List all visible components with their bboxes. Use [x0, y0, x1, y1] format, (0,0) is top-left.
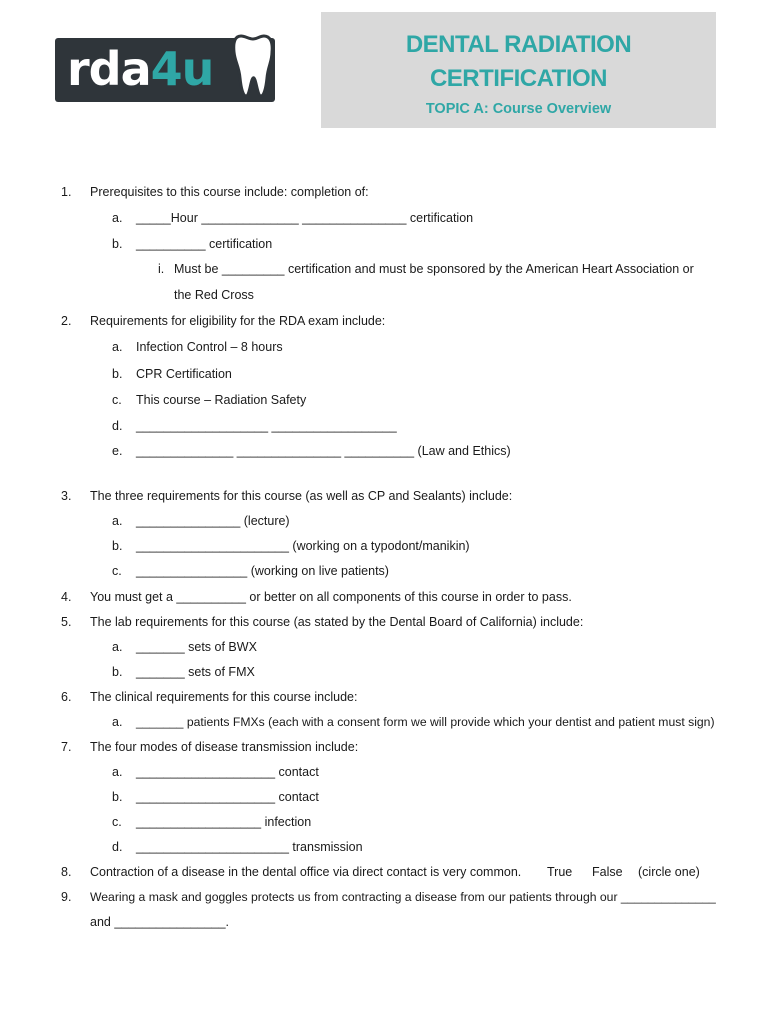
item-letter: a.	[112, 640, 123, 654]
question-2e-text: ______________ _______________ __________ (Law and Ethics)	[136, 444, 511, 458]
item-letter: a.	[112, 211, 123, 225]
question-2-text: Requirements for eligibility for the RDA exam include:	[90, 314, 386, 328]
item-letter: b.	[112, 237, 123, 251]
item-letter: a.	[112, 715, 123, 729]
item-letter: a.	[112, 765, 123, 779]
question-3c-text: ________________ (working on live patients)	[136, 564, 389, 578]
logo-text-prefix: rda	[67, 42, 151, 96]
question-7c-text: __________________ infection	[136, 815, 312, 829]
question-9-text: Wearing a mask and goggles protects us from contracting a disease from our patients through our ______________	[90, 890, 716, 904]
page-subtitle: TOPIC A: Course Overview	[425, 101, 612, 117]
item-letter: d.	[112, 419, 123, 433]
question-5b-text: _______ sets of FMX	[136, 665, 255, 679]
item-letter: b.	[112, 539, 123, 553]
item-roman: i.	[158, 262, 165, 276]
item-letter: c.	[112, 564, 122, 578]
title-line-1: DENTAL RADIATION	[405, 31, 632, 58]
item-letter: a.	[112, 514, 123, 528]
question-3b-text: ______________________ (working on a typodont/manikin)	[136, 539, 470, 553]
question-4-text: You must get a __________ or better on all components of this course in order to pass.	[90, 590, 572, 604]
question-1bi-continued: the Red Cross	[174, 288, 254, 302]
question-7-text: The four modes of disease transmission include:	[90, 740, 359, 754]
question-2b-text: CPR Certification	[136, 367, 232, 381]
item-letter: d.	[112, 840, 123, 854]
question-2a-text: Infection Control – 8 hours	[136, 340, 283, 354]
question-3a-text: _______________ (lecture)	[136, 514, 290, 528]
question-7d-text: ______________________ transmission	[136, 840, 363, 854]
rda4u-logo	[55, 30, 275, 103]
item-letter: c.	[112, 815, 122, 829]
item-number: 6.	[61, 690, 72, 704]
question-8-text: Contraction of a disease in the dental office via direct contact is very common.	[90, 865, 522, 879]
item-number: 7.	[61, 740, 72, 754]
page-title	[321, 28, 716, 96]
question-5-text: The lab requirements for this course (as stated by the Dental Board of California) include:	[90, 615, 584, 629]
question-5a-text: _______ sets of BWX	[136, 640, 257, 654]
question-1-text: Prerequisites to this course include: completion of:	[90, 185, 369, 199]
question-1a-text: _____Hour ______________ _______________ certification	[136, 211, 474, 225]
question-3-text: The three requirements for this course (as well as CP and Sealants) include:	[90, 489, 513, 503]
question-2d-text: ___________________ __________________	[136, 419, 397, 433]
logo-wordmark	[67, 40, 213, 98]
question-7b-text: ____________________ contact	[136, 790, 319, 804]
circle-one-hint: (circle one)	[638, 865, 700, 879]
question-1bi-text: Must be _________ certification and must be sponsored by the American Heart Association or	[174, 262, 694, 276]
item-letter: c.	[112, 393, 122, 407]
item-number: 1.	[61, 185, 72, 199]
item-letter: e.	[112, 444, 123, 458]
tooth-icon	[233, 30, 273, 102]
item-number: 5.	[61, 615, 72, 629]
question-2c-text: This course – Radiation Safety	[136, 393, 307, 407]
title-box	[321, 12, 716, 128]
logo-text-accent: 4u	[150, 42, 214, 96]
item-number: 4.	[61, 590, 72, 604]
item-letter: a.	[112, 340, 123, 354]
question-9-continued: and ________________.	[90, 915, 230, 929]
question-6a-text: _______ patients FMXs (each with a consent form we will provide which your dentist and patient must sign)	[136, 715, 715, 729]
true-option[interactable]: True	[547, 865, 573, 879]
item-number: 2.	[61, 314, 72, 328]
question-6-text: The clinical requirements for this course include:	[90, 690, 358, 704]
item-number: 3.	[61, 489, 72, 503]
question-1b-text: __________ certification	[136, 237, 273, 251]
item-letter: b.	[112, 367, 123, 381]
item-number: 8.	[61, 865, 72, 879]
item-letter: b.	[112, 790, 123, 804]
false-option[interactable]: False	[592, 865, 623, 879]
question-7a-text: ____________________ contact	[136, 765, 319, 779]
item-letter: b.	[112, 665, 123, 679]
title-line-2: CERTIFICATION	[429, 65, 608, 92]
item-number: 9.	[61, 890, 72, 904]
